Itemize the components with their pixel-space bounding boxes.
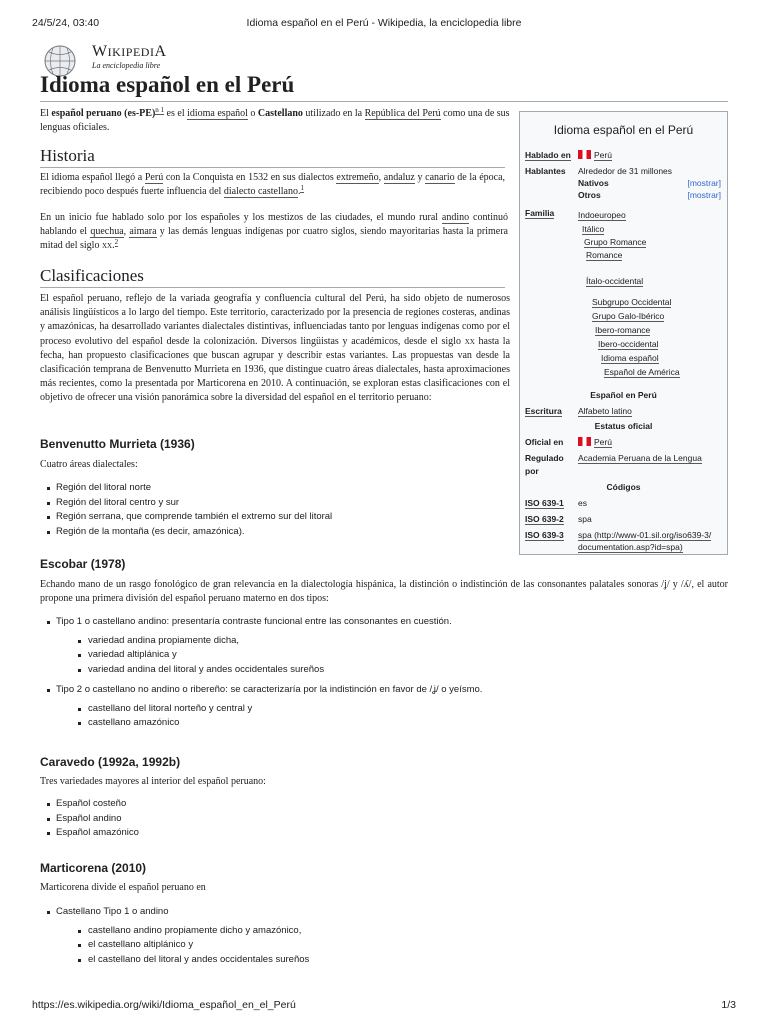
heading-escobar: Escobar (1978) <box>40 557 126 571</box>
historia-paragraph-2 <box>40 211 508 254</box>
text: Tipo 2 o castellano no andino o ribereño: se caracterizaría por la indistinción en favor de /ʝ/ o yeísmo. <box>56 684 483 695</box>
infobox-label <box>525 514 564 524</box>
link-sil[interactable]: spa (http://www-01.sil.org/iso639-3/ <box>578 530 712 540</box>
link[interactable]: Idioma español <box>601 353 659 363</box>
section-espanol-peru: Español en Perú <box>590 390 657 400</box>
peru-flag-icon <box>578 150 591 159</box>
infobox-label <box>525 498 564 508</box>
link[interactable]: Ítalo-occidental <box>586 276 644 286</box>
text: . <box>297 186 301 198</box>
text: y las demás lenguas indígenas por cuatro siglos, siendo mayoritarias hasta la primera mitad del siglo <box>40 226 508 252</box>
marticorena-list <box>40 905 728 969</box>
list-item: castellano amazónico <box>56 716 728 731</box>
print-title: Idioma español en el Perú - Wikipedia, la enciclopedia libre <box>246 17 522 29</box>
print-url: https://es.wikipedia.org/wiki/Idioma_español_en_el_Perú <box>32 999 296 1011</box>
familia-item[interactable] <box>592 297 671 307</box>
century: xx <box>464 335 475 347</box>
infobox-label: Oficial en <box>525 437 564 447</box>
link[interactable]: Subgrupo Occidental <box>592 297 672 307</box>
century: xx <box>101 240 113 252</box>
text: Cuatro áreas dialectales: <box>40 459 138 470</box>
infobox-value[interactable] <box>578 542 683 552</box>
heading-caravedo: Caravedo (1992a, 1992b) <box>40 755 181 769</box>
familia-item[interactable] <box>586 250 622 260</box>
list-item: variedad andina del litoral y andes occidentales sureños <box>56 663 728 678</box>
wordmark-end: A <box>154 43 167 60</box>
label-text: Escritura <box>525 406 562 416</box>
list-item: Español andino <box>40 812 510 827</box>
list-item: Español costeño <box>40 797 510 812</box>
tagline: La enciclopedia libre <box>92 61 161 70</box>
list-item: Español amazónico <box>40 826 510 841</box>
link-andaluz[interactable]: andaluz <box>383 172 415 183</box>
link[interactable]: Ibero-romance <box>595 325 651 335</box>
link-republica-peru[interactable]: República del Perú <box>364 108 441 119</box>
infobox-label <box>525 208 554 218</box>
infobox-label: por <box>525 466 539 476</box>
familia-item[interactable] <box>595 325 650 335</box>
text: de la época, recibiendo poco después fuerte influencia del <box>40 172 506 198</box>
familia-item[interactable] <box>601 353 659 363</box>
benvenutto-intro <box>40 458 138 472</box>
text: hasta la fecha, han propuesto clasificaciones que buscan agrupar y describir estas variantes. Las propuestas van desde la clasificación temprana de Benvenutto Murrieta en 1936, que distingue cuatro áreas dialectales, hasta aproximaciones más recientes, como la presentada por Marticorena en 2010. A continuación, se exploran estas clasificaciones con el objetivo de ofrecer una visión panorámica sobre la diversidad del español en el territorio peruano: <box>40 335 511 404</box>
link[interactable]: Itálico <box>582 224 605 234</box>
link-extremeno[interactable]: extremeño <box>336 172 379 183</box>
page-number: 1/3 <box>721 999 736 1011</box>
list-item: Región de la montaña (es decir, amazónica). <box>40 525 510 540</box>
list-item: variedad andina propiamente dicha, <box>56 634 728 649</box>
heading-clasificaciones: Clasificaciones <box>40 265 505 288</box>
link-peru[interactable]: Perú <box>594 150 612 160</box>
text: continuó hablando el <box>40 212 508 238</box>
text: y <box>414 172 426 183</box>
escobar-intro <box>40 578 728 606</box>
label-text: Familia <box>525 208 555 218</box>
text: utilizado en la <box>302 108 365 119</box>
link-aimara[interactable]: aimara <box>129 226 157 238</box>
list-item: variedad altiplánica y <box>56 648 728 663</box>
escobar-list <box>40 615 728 733</box>
ref-link[interactable]: 2 <box>114 238 119 247</box>
bold-term: Castellano <box>257 108 303 119</box>
infobox-value[interactable] <box>578 406 632 416</box>
link[interactable]: Grupo Romance <box>584 237 647 247</box>
familia-item[interactable] <box>592 311 664 321</box>
text: Marticorena divide el español peruano en <box>40 882 206 893</box>
list-item <box>40 905 728 967</box>
link-academia[interactable]: Academia Peruana de la Lengua <box>578 453 702 463</box>
wordmark <box>92 43 167 61</box>
infobox-value[interactable] <box>578 150 612 160</box>
familia-item[interactable] <box>604 367 680 377</box>
section-estatus: Estatus oficial <box>594 421 653 431</box>
infobox-sublabel: Otros <box>578 190 601 200</box>
list-item <box>40 615 728 677</box>
text: con la Conquista en 1532 en sus dialectos <box>163 172 337 183</box>
infobox-value: spa <box>578 514 592 524</box>
link-andino[interactable]: andino <box>441 212 470 223</box>
mostrar-otros-button[interactable]: [mostrar] <box>687 190 721 200</box>
infobox-label <box>525 530 564 540</box>
heading-benvenutto: Benvenutto Murrieta (1936) <box>40 437 195 451</box>
link-quechua[interactable]: quechua <box>90 226 124 238</box>
link[interactable]: Grupo Galo-Ibérico <box>592 311 665 321</box>
print-date: 24/5/24, 03:40 <box>32 17 100 29</box>
infobox-label <box>525 406 562 416</box>
marticorena-intro <box>40 881 206 895</box>
link-dialecto-castellano[interactable]: dialecto castellano <box>223 186 298 198</box>
infobox <box>519 111 728 555</box>
heading-marticorena: Marticorena (2010) <box>40 861 147 875</box>
familia-item[interactable] <box>584 237 646 247</box>
link[interactable]: Español de América <box>604 367 680 377</box>
list-item: el castellano altiplánico y <box>56 938 728 953</box>
infobox-value: Alrededor de 31 millones <box>578 166 673 176</box>
text: Tres variedades mayores al interior del español peruano: <box>40 776 266 787</box>
infobox-label: Hablantes <box>525 166 566 176</box>
link-alfabeto-latino[interactable]: Alfabeto latino <box>578 406 632 416</box>
heading-historia: Historia <box>40 145 505 168</box>
label-text: ISO 639-1 <box>525 498 564 508</box>
list-item: Región del litoral centro y sur <box>40 496 510 511</box>
list-item: Región serrana, que comprende también el extremo sur del litoral <box>40 510 510 525</box>
clasificaciones-paragraph <box>40 292 510 406</box>
text: , <box>378 172 384 183</box>
infobox-value[interactable] <box>578 453 702 463</box>
text: En un inicio fue hablado solo por los españoles y los mestizos de las ciudades, el mundo rural <box>40 212 442 223</box>
list-item: el castellano del litoral y andes occidentales sureños <box>56 953 728 968</box>
ref-link[interactable]: 1 <box>300 183 304 192</box>
text: Tipo 1 o castellano andino: presentaría contraste funcional entre las consonantes en cuestión. <box>56 616 452 627</box>
text: o <box>247 108 258 119</box>
list-item: Región del litoral norte <box>40 481 510 496</box>
familia-item[interactable] <box>586 276 643 286</box>
link[interactable]: Romance <box>586 250 623 260</box>
text: Echando mano de un rasgo fonológico de gran relevancia en la dialectología hispánica, la distinción o indistinción de las consonantes palatales sonoras /ʝ/ y /ʎ/, el autor propone una primera división del español peruano materno en dos tipos: <box>40 579 728 605</box>
page-title: Idioma español en el Perú <box>40 70 728 102</box>
text: . <box>112 240 115 252</box>
infobox-label: Regulado <box>525 453 564 463</box>
intro-paragraph <box>40 107 510 135</box>
familia-item[interactable] <box>582 224 604 234</box>
mostrar-nativos-button[interactable]: [mostrar] <box>687 178 721 188</box>
wordmark-lead: W <box>92 43 108 60</box>
infobox-value[interactable] <box>578 530 711 540</box>
link-canario[interactable]: canario <box>425 172 455 183</box>
list-item <box>40 683 728 731</box>
text: El español peruano, reflejo de la variada geografía y confluencia cultural del Perú, ha sido objeto de numerosos análisis lingüísticos a lo largo del tiempo. Este territorio, caracterizado por la presencia de regiones costeras, andinas y amazónicas, ha desarrollado variantes dialectales distintivas, influenciadas tanto por lenguas indígenas como por el proceso evolutivo del español desde la colonización. Diversos lingüistas y académicos, desde el siglo <box>40 293 510 347</box>
infobox-value[interactable] <box>578 437 612 447</box>
text: como una de sus lenguas oficiales. <box>40 108 510 134</box>
text: Castellano Tipo 1 o andino <box>56 906 169 917</box>
note-link[interactable]: n 1 <box>155 105 165 114</box>
text: El idioma español llegó a <box>40 172 145 183</box>
link[interactable]: Ibero-occidental <box>598 339 659 349</box>
list-item: castellano del litoral norteño y central y <box>56 702 728 717</box>
label-text: ISO 639-3 <box>525 530 564 540</box>
list-item: castellano andino propiamente dicho y amazónico, <box>56 924 728 939</box>
section-codigos: Códigos <box>606 482 641 492</box>
bold-term: español peruano (es-PE) <box>51 108 156 119</box>
label-text: Hablado en <box>525 150 571 160</box>
link-idioma-espanol[interactable]: idioma español <box>187 108 248 119</box>
caravedo-intro <box>40 775 266 789</box>
infobox-sublabel: Nativos <box>578 178 609 188</box>
infobox-label <box>525 150 571 160</box>
text: , <box>123 226 130 238</box>
infobox-value: es <box>578 498 587 508</box>
familia-item[interactable] <box>578 210 626 220</box>
text: es el <box>164 108 188 119</box>
link[interactable]: Indoeuropeo <box>578 210 626 220</box>
link-sil[interactable]: documentation.asp?id=spa) <box>578 542 683 552</box>
peru-flag-icon <box>578 437 591 446</box>
link-peru[interactable]: Perú <box>594 437 612 447</box>
historia-paragraph-1 <box>40 171 505 199</box>
link-peru[interactable]: Perú <box>144 172 164 183</box>
wordmark-rest: IKIPEDI <box>107 45 155 59</box>
familia-item[interactable] <box>598 339 658 349</box>
text: El <box>40 108 52 119</box>
benvenutto-list <box>40 481 510 539</box>
caravedo-list <box>40 797 510 841</box>
label-text: ISO 639-2 <box>525 514 564 524</box>
infobox-title: Idioma español en el Perú <box>553 123 694 137</box>
